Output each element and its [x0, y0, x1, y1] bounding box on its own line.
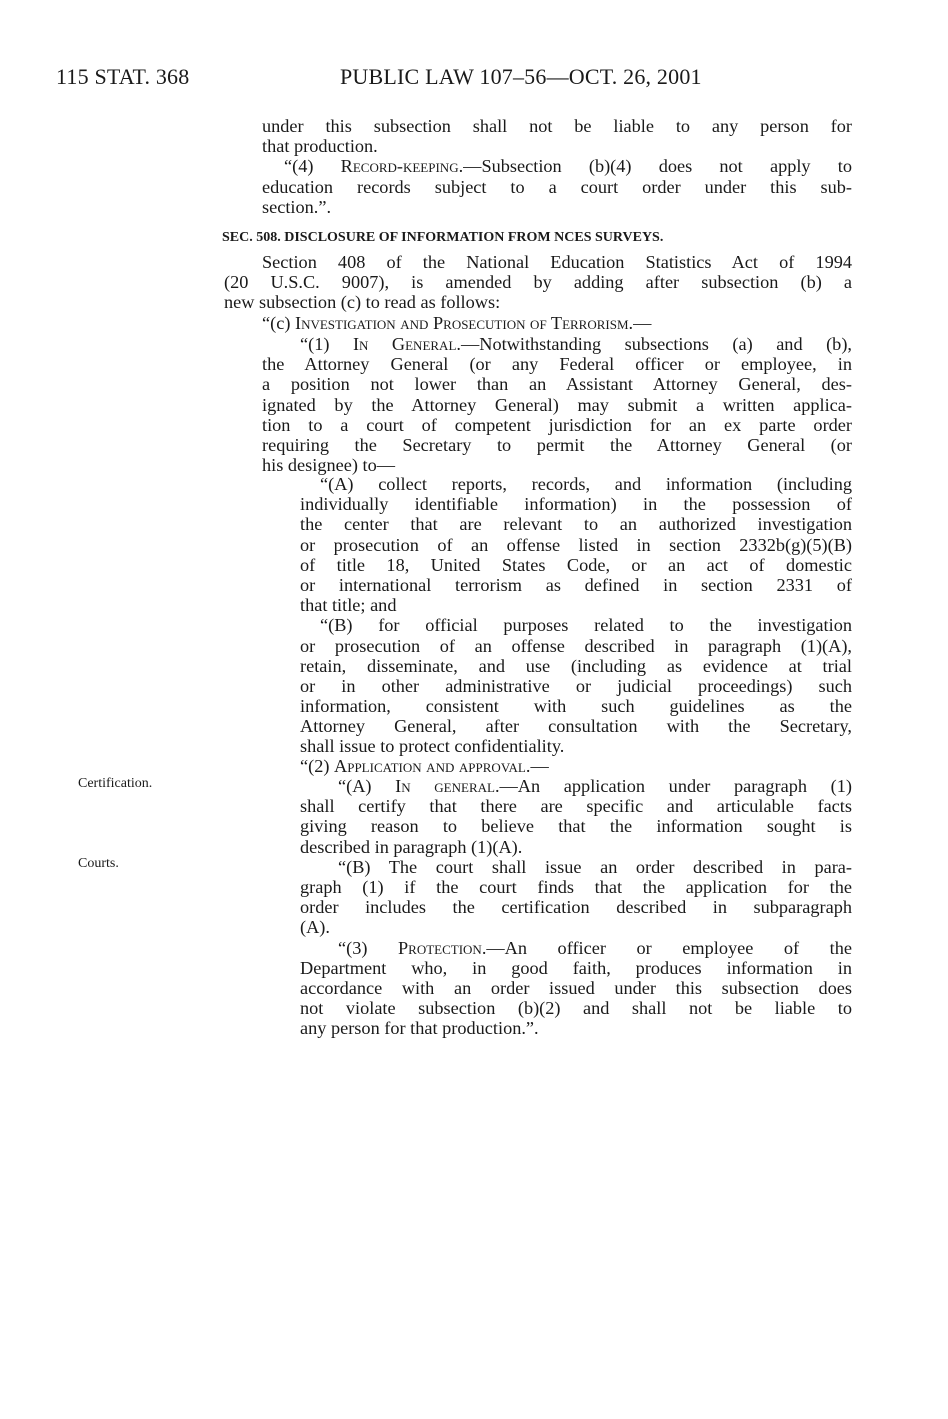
- section-body: [224, 252, 852, 333]
- text-line: “(A) In general.—An application under paragraph (1): [338, 776, 853, 796]
- text-line: Attorney General, after consultation with the Secretary,: [300, 716, 852, 737]
- text-line: (A).: [300, 917, 330, 938]
- text-line: accordance with an order issued under this subsection does: [300, 977, 852, 998]
- text-line: “(B) The court shall issue an order described in para-: [338, 856, 852, 877]
- subparagraphs-a-b: [300, 474, 852, 757]
- text-line: tion to a court of competent jurisdiction for an ex parte order: [262, 414, 852, 435]
- text-line: or prosecution of an offense listed in section 2332b(g)(5)(B): [300, 534, 852, 555]
- text-line: individually identifiable information) in the possession of: [300, 494, 852, 515]
- text-line: that title; and: [300, 595, 397, 616]
- text-line: section.”.: [262, 196, 332, 217]
- text-line: any person for that production.”.: [300, 1018, 539, 1039]
- text-line: “(1) In General.—Notwithstanding subsections (a) and (b),: [300, 334, 852, 354]
- text-line: not violate subsection (b)(2) and shall not be liable to: [300, 998, 852, 1019]
- text-line: the Attorney General (or any Federal officer or employee, in: [262, 354, 852, 375]
- text-line: that production.: [262, 136, 378, 157]
- text-line: information, consistent with such guidelines as the: [300, 696, 852, 717]
- text-line: his designee) to—: [262, 455, 396, 476]
- paragraph-1: [262, 334, 852, 475]
- margin-note-certification: Certification.: [78, 776, 153, 791]
- continued-text: [262, 116, 852, 217]
- text-line: “(B) for official purposes related to the investigation: [320, 615, 852, 636]
- text-line: shall issue to protect confidentiality.: [300, 736, 565, 757]
- paragraph-2-3-body: [300, 776, 852, 1038]
- text-line: “(c) Investigation and Prosecution of Terrorism.—: [262, 312, 652, 333]
- text-line: ignated by the Attorney General) may submit a written applica-: [262, 394, 852, 415]
- text-line: the center that are relevant to an authorized investigation: [300, 514, 852, 535]
- text-line: order includes the certification described in subparagraph: [300, 897, 852, 918]
- text-line: shall certify that there are specific and articulable facts: [300, 796, 852, 817]
- text-line: education records subject to a court order under this sub-: [262, 176, 852, 197]
- text-line: “(3) Protection.—An officer or employee of the: [338, 937, 852, 958]
- text-line: described in paragraph (1)(A).: [300, 836, 523, 857]
- paragraph-2-heading: [300, 756, 930, 776]
- text-line: requiring the Secretary to permit the Attorney General (or: [262, 434, 852, 455]
- text-line: a position not lower than an Assistant Attorney General, des-: [262, 374, 852, 395]
- text-line: Department who, in good faith, produces information in: [300, 957, 852, 978]
- text-line: new subsection (c) to read as follows:: [224, 292, 501, 313]
- text-line: of title 18, United States Code, or an act of domestic: [300, 554, 852, 575]
- text-line: or in other administrative or judicial proceedings) such: [300, 675, 852, 696]
- text-line: under this subsection shall not be liable to any person for: [262, 116, 852, 136]
- text-line: “(2) Application and approval.—: [300, 756, 549, 776]
- text-line: graph (1) if the court finds that the application for the: [300, 876, 852, 897]
- text-line: or prosecution of an offense described in paragraph (1)(A),: [300, 635, 852, 656]
- margin-note-courts: Courts.: [78, 856, 119, 871]
- text-line: “(A) collect reports, records, and information (including: [320, 474, 852, 494]
- page-header-title: PUBLIC LAW 107–56—OCT. 26, 2001: [340, 64, 702, 89]
- text-line: “(4) Record-keeping.—Subsection (b)(4) does not apply to: [284, 156, 852, 177]
- text-line: retain, disseminate, and use (including as evidence at trial: [300, 655, 852, 676]
- text-line: Section 408 of the National Education Statistics Act of 1994: [262, 252, 852, 272]
- section-heading: SEC. 508. DISCLOSURE OF INFORMATION FROM NCES SURVEYS.: [222, 230, 664, 245]
- page-header-stat: 115 STAT. 368: [56, 64, 190, 89]
- text-line: giving reason to believe that the information sought is: [300, 816, 852, 837]
- text-line: or international terrorism as defined in section 2331 of: [300, 574, 852, 595]
- text-line: (20 U.S.C. 9007), is amended by adding after subsection (b) a: [224, 272, 852, 293]
